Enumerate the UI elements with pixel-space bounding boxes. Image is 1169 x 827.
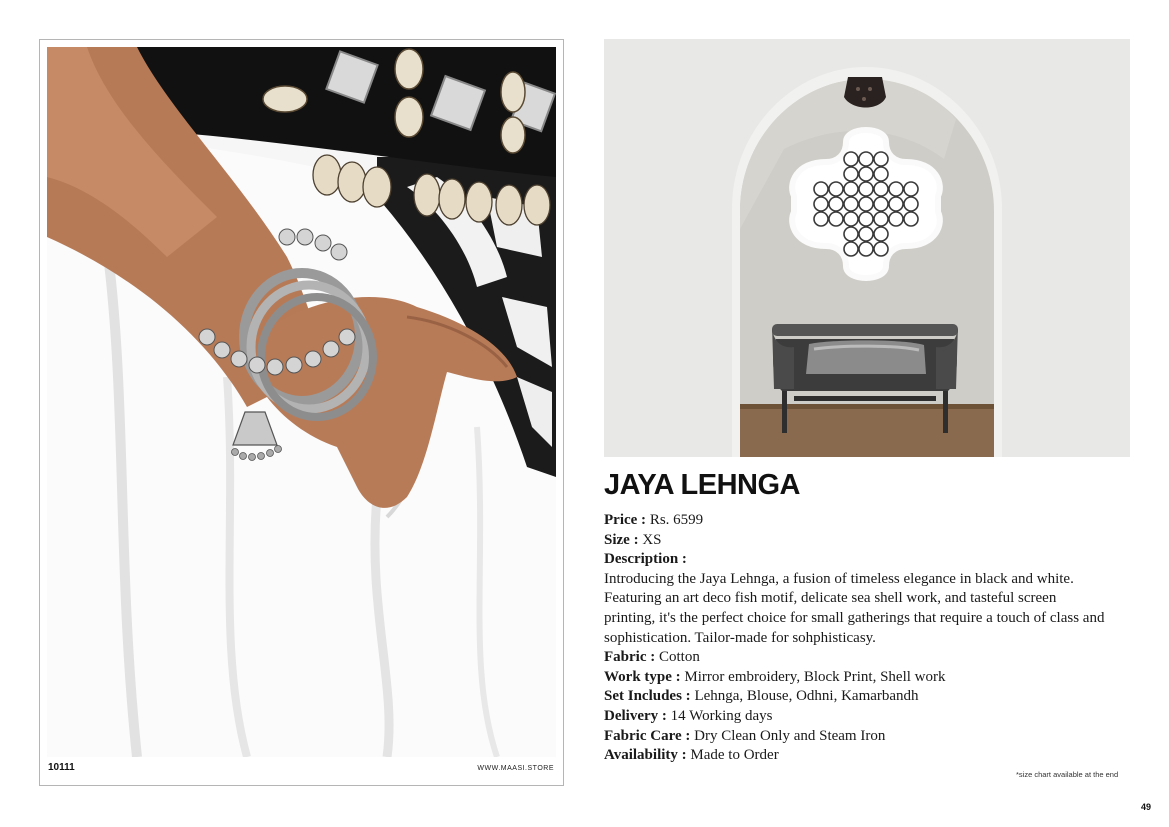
delivery-row xyxy=(604,707,1109,727)
delivery-value: 14 Working days xyxy=(670,707,773,724)
set-includes-value: Lehnga, Blouse, Odhni, Kamarbandh xyxy=(694,688,919,705)
product-photo-frame xyxy=(39,39,564,786)
fabric-row xyxy=(604,648,1109,668)
fabric-value: Cotton xyxy=(658,649,700,666)
description-label: Description : xyxy=(604,551,687,568)
set-includes-label: Set Includes : xyxy=(604,688,691,705)
set-includes-row xyxy=(604,687,1109,707)
product-photo xyxy=(47,47,556,757)
work-type-row xyxy=(604,668,1109,688)
size-label: Size : xyxy=(604,531,639,548)
product-details xyxy=(604,511,1109,766)
page-number: 49 xyxy=(1141,802,1152,812)
availability-value: Made to Order xyxy=(690,747,779,764)
work-type-label: Work type : xyxy=(604,668,681,685)
fabric-care-row xyxy=(604,727,1109,747)
work-type-value: Mirror embroidery, Block Print, Shell work xyxy=(684,668,946,685)
fabric-care-value: Dry Clean Only and Steam Iron xyxy=(694,727,886,744)
interior-photo xyxy=(604,39,1130,457)
fabric-label: Fabric : xyxy=(604,649,656,666)
product-code: 10111 xyxy=(48,762,75,773)
fabric-care-label: Fabric Care : xyxy=(604,727,691,744)
price-value: Rs. 6599 xyxy=(649,512,704,528)
website-link[interactable]: WWW.MAASI.STORE xyxy=(477,765,554,772)
price-row xyxy=(604,511,1109,531)
size-chart-note: *size chart available at the end xyxy=(1016,770,1119,779)
description-row xyxy=(604,550,1109,570)
price-label: Price : xyxy=(604,512,647,528)
delivery-label: Delivery : xyxy=(604,707,667,724)
size-row xyxy=(604,531,1109,551)
description-text: Introducing the Jaya Lehnga, a fusion of timeless elegance in black and white. Featuring an art deco fish motif, delicate sea shell work, and tasteful screen printing, it's the perfect choice for small gatherings that require a touch of class and sophistication. Tailor-made for sohphisticasy. xyxy=(604,570,1105,646)
availability-label: Availability : xyxy=(604,747,687,764)
size-value: XS xyxy=(642,531,662,548)
product-title: JAYA LEHNGA xyxy=(604,469,800,501)
availability-row xyxy=(604,746,1109,766)
